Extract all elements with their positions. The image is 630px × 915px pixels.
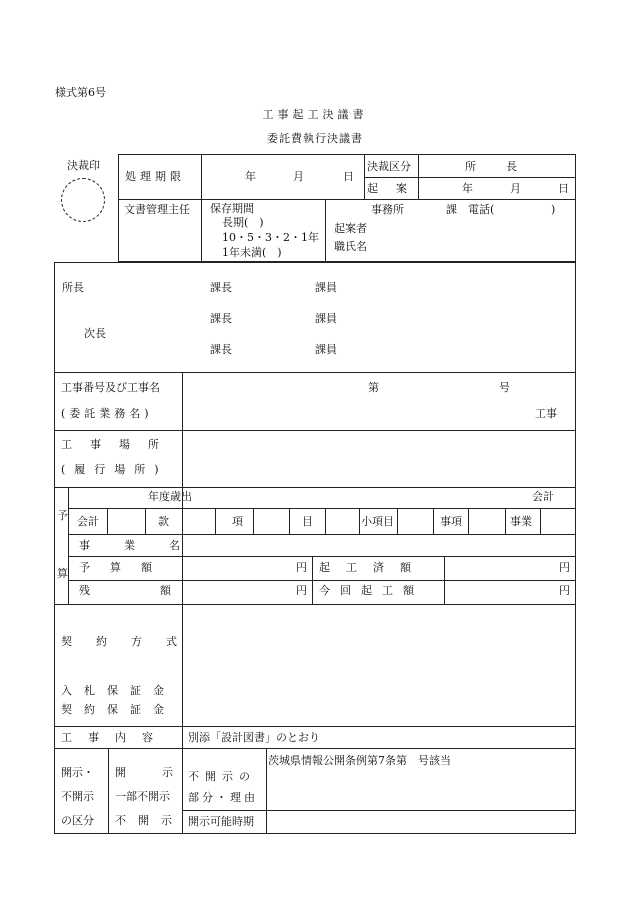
budget-side-1: 予 [57, 509, 68, 522]
drafted-day: 日 [558, 182, 569, 195]
contract-method: 契約方式 [61, 635, 201, 648]
work-number-sub: (委託業務名) [61, 407, 153, 420]
deadline-day: 日 [343, 170, 354, 183]
budget-year-expense: 年度歳出 [148, 490, 192, 503]
deadline-month: 月 [293, 170, 304, 183]
work-go: 号 [499, 381, 510, 394]
approval-class-value: 所長 [465, 160, 547, 173]
budget-project-name: 事業名 [79, 539, 214, 552]
budget-acct: 会計 [77, 515, 99, 528]
retention-label: 保存期間 [210, 202, 254, 215]
work-koji: 工事 [535, 407, 557, 420]
committed-yen: 円 [559, 561, 570, 574]
budget-jigyou: 事業 [510, 515, 532, 528]
section-label: 課 [446, 203, 457, 216]
work-number-label: 工事番号及び工事名 [61, 381, 160, 394]
phone-close: ) [551, 203, 556, 216]
disclosure-law: 茨城県情報公開条例第7条第 号該当 [268, 754, 451, 767]
stamp-deputy: 次長 [84, 327, 106, 340]
work-content-value: 別添「設計図書」のとおり [188, 731, 320, 744]
retention-under-1yr: 1年未満( ) [222, 246, 282, 259]
phone-label: 電話( [468, 203, 495, 216]
contract-bond: 契約保証金 [61, 703, 176, 716]
remaining-label: 残額 [79, 584, 241, 597]
stamp-staff-2: 課員 [315, 312, 337, 325]
title-construction: 工事起工決議書 [262, 108, 368, 121]
disclosure-class-1: 開示・ [61, 766, 94, 779]
disclosure-when: 開示可能時期 [188, 815, 254, 828]
budget-kou: 項 [232, 515, 243, 528]
stamp-section-head-3: 課長 [210, 343, 232, 356]
retention-long: 長期( ) [222, 216, 264, 229]
budget-kan: 款 [158, 515, 169, 528]
committed-label: 起工済額 [319, 561, 427, 574]
seal-label: 決裁印 [67, 159, 100, 172]
seal-circle [61, 178, 105, 222]
disclosure-reason-2: 部分・理由 [188, 791, 258, 804]
disclosure-class-2: 不開示 [61, 790, 94, 803]
stamp-staff-1: 課員 [315, 281, 337, 294]
bid-bond: 入札保証金 [61, 684, 176, 697]
disclosure-opt-partial: 一部不開示 [115, 790, 170, 803]
drafter-label: 起案者 [334, 222, 367, 235]
work-location-label: 工事場所 [61, 438, 177, 451]
processing-deadline-label: 処理期限 [125, 170, 185, 183]
work-content-label: 工事内容 [61, 731, 169, 744]
budget-sub-item: 小項目 [361, 515, 394, 528]
budget-side-2: 算 [57, 567, 68, 580]
work-dai: 第 [368, 381, 379, 394]
this-time-yen: 円 [559, 584, 570, 597]
form-number: 様式第6号 [55, 86, 106, 99]
stamp-director: 所長 [62, 281, 84, 294]
approval-class-label: 決裁区分 [367, 160, 411, 173]
work-location-sub: (履行場所) [61, 463, 168, 476]
budget-amount-yen: 円 [296, 561, 307, 574]
drafted-month: 月 [510, 182, 521, 195]
stamp-section-head-1: 課長 [210, 281, 232, 294]
budget-moku: 目 [302, 515, 313, 528]
this-time-label: 今回起工額 [319, 584, 424, 597]
disclosure-opt-closed: 不開示 [115, 814, 184, 827]
disclosure-opt-open: 開示 [115, 766, 209, 779]
drafter-name-label: 職氏名 [334, 240, 367, 253]
budget-account: 会計 [532, 490, 554, 503]
title-commission: 委託費執行決議書 [267, 132, 363, 145]
doc-manager-label: 文書管理主任 [124, 203, 190, 216]
remaining-yen: 円 [296, 584, 307, 597]
budget-jikou: 事項 [440, 515, 462, 528]
disclosure-class-3: の区分 [61, 814, 94, 827]
deadline-year: 年 [245, 170, 256, 183]
retention-years: 10・5・3・2・1年 [222, 231, 319, 244]
stamp-section-head-2: 課長 [210, 312, 232, 325]
drafted-year: 年 [462, 182, 473, 195]
disclosure-reason-1: 不開示の [188, 770, 256, 783]
office-label: 事務所 [371, 203, 404, 216]
stamp-staff-3: 課員 [315, 343, 337, 356]
drafted-label: 起案 [367, 182, 425, 195]
budget-amount-label: 予算額 [79, 561, 172, 574]
